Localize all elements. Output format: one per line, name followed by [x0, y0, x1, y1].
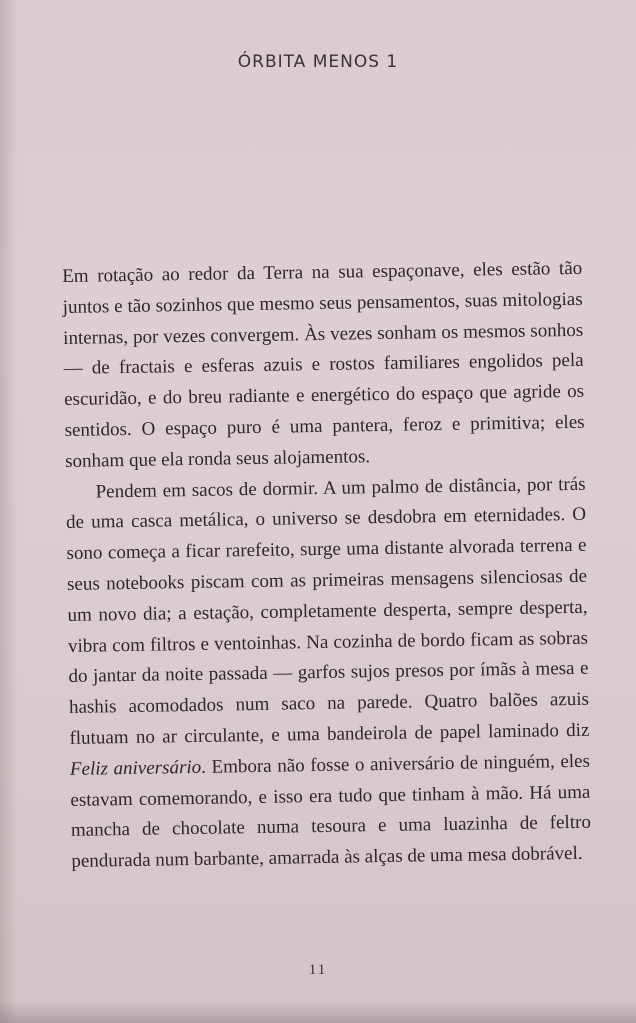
- page-gutter-shadow: [0, 0, 18, 1023]
- page-bottom-shadow: [0, 1001, 636, 1023]
- paragraph-1: Em rotação ao redor da Terra na sua espaçonave, eles estão tão juntos e tão sozinhos que mesmo seus pensamentos, suas mitologias internas, por vezes convergem. Às vezes sonham os mesmos sonhos — de fractais e esferas azuis e rostos familiares engolidos pela escuridão, e do breu radiante e energético do espaço que agride os sentidos. O espaço puro é uma pantera, feroz e primitiva; eles sonham que ela ronda seus alojamentos.: [62, 257, 585, 472]
- paragraph-2-text-before: Pendem em sacos de dormir. A um palmo de distância, por trás de uma casca metálica, o universo se desdobra em eternidades. O sono começa a ficar rarefeito, surge uma distante alvorada terrena e seus notebooks piscam com as primeiras mensagens silenciosas de um novo dia; a estação, completamente desperta, sempre desperta, vibra com filtros e ventoinhas. Na cozinha de bordo ficam as sobras do jantar da noite passada — garfos sujos presos por ímãs à mesa e hashis acomodados num saco na parede. Quatro balões azuis flutuam no ar circulante, e uma bandeirola de papel laminado diz: [65, 473, 590, 749]
- paragraph-2-text-after: . Embora não fosse o aniversário de ninguém, eles estavam comemorando, e isso era tudo que tinham à mão. Há uma mancha de chocolate numa tesoura e uma luazinha de feltro pendurada num barbante, amarrada às alças de uma mesa dobrável.: [70, 750, 592, 873]
- paragraph-2: [65, 469, 591, 877]
- running-head: ÓRBITA MENOS 1: [237, 52, 399, 72]
- italic-phrase: Feliz aniversário: [69, 756, 202, 780]
- body-text: [62, 254, 592, 878]
- page-number: 11: [308, 962, 328, 978]
